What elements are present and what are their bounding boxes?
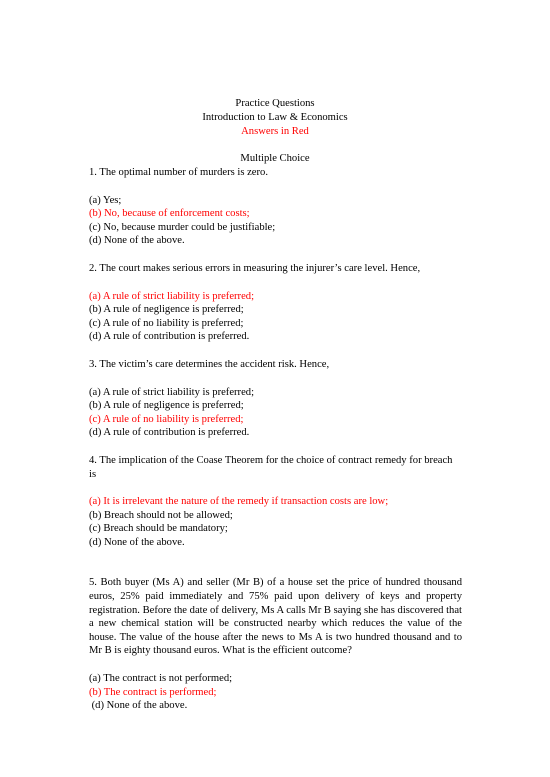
option-b-correct: (b) No, because of enforcement costs;: [89, 208, 250, 220]
question-2: [89, 262, 462, 344]
option-d: (d) A rule of contribution is preferred.: [89, 427, 250, 439]
question-stem: 4. The implication of the Coase Theorem for the choice of contract remedy for breach is: [89, 454, 453, 480]
section-heading: Multiple Choice: [240, 153, 310, 164]
question-3: [89, 358, 462, 440]
answer-options: [89, 194, 462, 248]
option-a: (a) Yes;: [89, 194, 122, 206]
question-stem: 3. The victim’s care determines the accident risk. Hence,: [89, 358, 330, 370]
document-title: Practice Questions: [235, 98, 315, 109]
document-header: [0, 97, 550, 166]
option-c: (c) Breach should be mandatory;: [89, 523, 228, 535]
option-d: (d) None of the above.: [89, 700, 188, 712]
option-c: (c) A rule of no liability is preferred;: [89, 317, 244, 329]
question-1: [89, 166, 462, 248]
option-a-correct: (a) It is irrelevant the nature of the remedy if transaction costs are low;: [89, 496, 389, 508]
answer-options: [89, 386, 462, 440]
option-b-correct: (b) The contract is performed;: [89, 686, 217, 698]
answer-options: [89, 495, 462, 549]
option-b: (b) A rule of negligence is preferred;: [89, 304, 244, 316]
option-d: (d) A rule of contribution is preferred.: [89, 331, 250, 343]
answers-note: Answers in Red: [241, 126, 309, 137]
option-d: (d) None of the above.: [89, 536, 185, 548]
answer-options: [89, 290, 462, 344]
answer-options: [89, 672, 462, 713]
option-d: (d) None of the above.: [89, 235, 185, 247]
question-stem: 2. The court makes serious errors in measuring the injurer’s care level. Hence,: [89, 262, 421, 274]
option-c-correct: (c) A rule of no liability is preferred;: [89, 413, 244, 425]
option-a: (a) A rule of strict liability is preferred;: [89, 386, 255, 398]
option-b: (b) Breach should not be allowed;: [89, 509, 233, 521]
question-5: [89, 576, 462, 712]
questions-list: [89, 166, 462, 727]
question-stem: 1. The optimal number of murders is zero.: [89, 167, 268, 178]
option-a: (a) The contract is not performed;: [89, 673, 233, 685]
option-a-correct: (a) A rule of strict liability is preferred;: [89, 290, 255, 302]
option-c: (c) No, because murder could be justifiable;: [89, 221, 276, 233]
question-stem: 5. Both buyer (Ms A) and seller (Mr B) of a house set the price of hundred thousand euros, 25% paid immediately and 75% paid upon delivery of keys and property registration. Before the date of delivery, Ms A calls Mr B saying she has discovered that a new chemical station will be constructed nearby which reduces the value of the house. The value of the house after the news to Ms A is two hundred thousand and to Mr B is eighty thousand euros. What is the efficient outcome?: [89, 577, 462, 657]
document-subtitle: Introduction to Law & Economics: [202, 112, 348, 123]
question-4: [89, 454, 462, 550]
option-b: (b) A rule of negligence is preferred;: [89, 400, 244, 412]
